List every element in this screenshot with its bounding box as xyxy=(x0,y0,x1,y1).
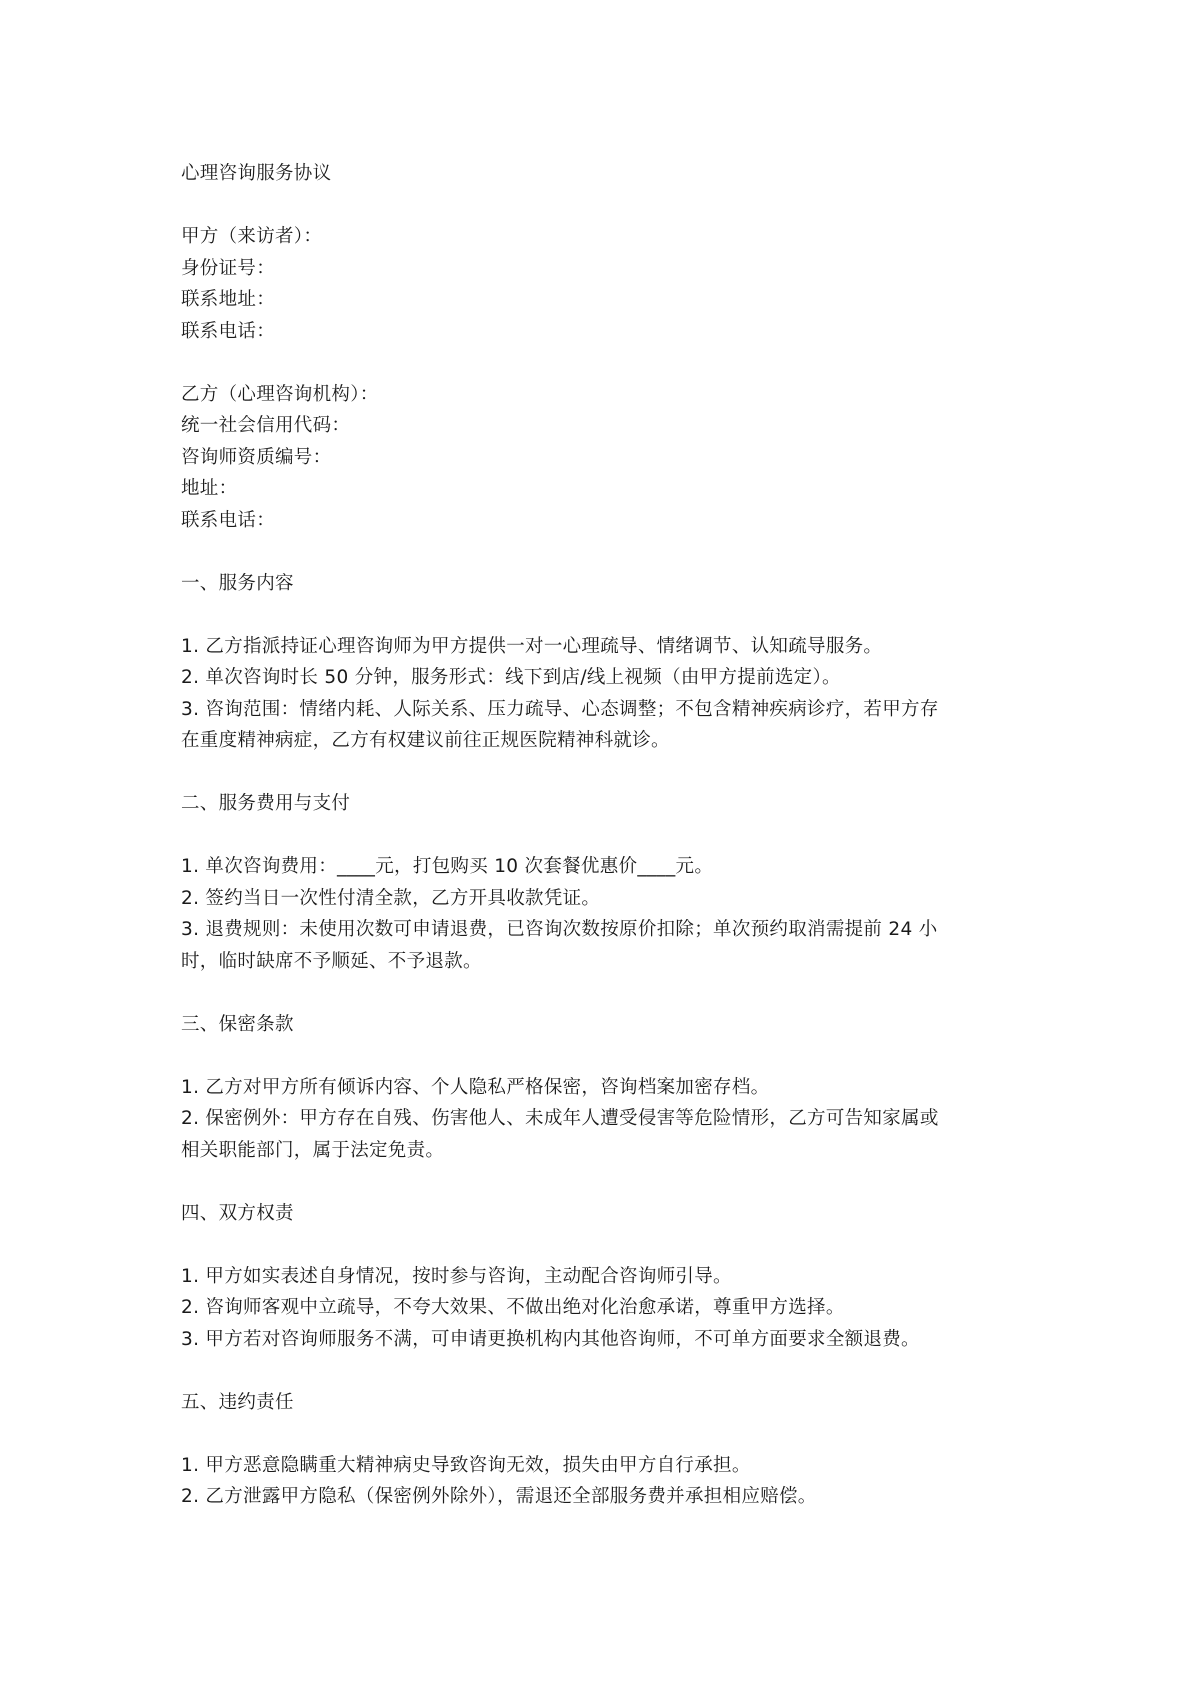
party-b-block xyxy=(181,379,1021,537)
clause-line: 3. 咨询范围：情绪内耗、人际关系、压力疏导、心态调整；不包含精神疾病诊疗，若甲方存 xyxy=(181,698,939,720)
document-title: 心理咨询服务协议 xyxy=(181,163,332,184)
section-rights-duties xyxy=(181,1198,1021,1356)
clause-line: 1. 乙方对甲方所有倾诉内容、个人隐私严格保密，咨询档案加密存档。 xyxy=(181,1076,770,1098)
clause-line: 相关职能部门，属于法定免责。 xyxy=(181,1139,445,1161)
section-breach-liability xyxy=(181,1387,1021,1513)
clause-line: 1. 甲方恶意隐瞒重大精神病史导致咨询无效，损失由甲方自行承担。 xyxy=(181,1454,751,1476)
clause-line: 时，临时缺席不予顺延、不予退款。 xyxy=(181,950,482,972)
clause-line: 2. 咨询师客观中立疏导，不夸大效果、不做出绝对化治愈承诺，尊重甲方选择。 xyxy=(181,1297,845,1318)
section-heading: 三、保密条款 xyxy=(181,1013,294,1035)
party-b-address: 地址： xyxy=(181,478,238,499)
document-page xyxy=(181,158,1021,1513)
section-heading: 四、双方权责 xyxy=(181,1202,294,1224)
clause-line: 2. 单次咨询时长 50 分钟，服务形式：线下到店/线上视频（由甲方提前选定）。 xyxy=(181,667,841,688)
party-a-phone: 联系电话： xyxy=(181,320,276,342)
clause-line: 2. 签约当日一次性付清全款，乙方开具收款凭证。 xyxy=(181,887,601,909)
clause-line: 1. 单次咨询费用：____元，打包购买 10 次套餐优惠价____元。 xyxy=(181,856,714,877)
party-a-heading: 甲方（来访者）： xyxy=(181,226,323,247)
clause-line: 3. 退费规则：未使用次数可申请退费，已咨询次数按原价扣除；单次预约取消需提前 24 小 xyxy=(181,919,938,940)
section-heading: 一、服务内容 xyxy=(181,572,294,594)
spacer xyxy=(181,347,1021,379)
section-heading: 二、服务费用与支付 xyxy=(181,793,351,814)
clause-line: 3. 甲方若对咨询师服务不满，可申请更换机构内其他咨询师，不可单方面要求全额退费。 xyxy=(181,1328,920,1350)
section-fees-payment xyxy=(181,788,1021,977)
party-b-credit-code: 统一社会信用代码： xyxy=(181,415,351,436)
clause-line: 2. 保密例外：甲方存在自残、伤害他人、未成年人遭受侵害等危险情形，乙方可告知家属或 xyxy=(181,1108,939,1129)
party-a-id-number: 身份证号： xyxy=(181,257,276,279)
clause-line: 2. 乙方泄露甲方隐私（保密例外除外），需退还全部服务费并承担相应赔偿。 xyxy=(181,1486,817,1507)
party-b-heading: 乙方（心理咨询机构）： xyxy=(181,383,379,405)
party-a-address: 联系地址： xyxy=(181,289,276,310)
party-b-phone: 联系电话： xyxy=(181,509,276,531)
clause-line: 1. 乙方指派持证心理咨询师为甲方提供一对一心理疏导、情绪调节、认知疏导服务。 xyxy=(181,635,883,657)
section-heading: 五、违约责任 xyxy=(181,1391,294,1413)
party-b-qualification: 咨询师资质编号： xyxy=(181,446,332,468)
party-a-block xyxy=(181,221,1021,347)
section-confidentiality xyxy=(181,1009,1021,1167)
clause-line: 1. 甲方如实表述自身情况，按时参与咨询，主动配合咨询师引导。 xyxy=(181,1265,732,1287)
section-service-content xyxy=(181,568,1021,757)
clause-line: 在重度精神病症，乙方有权建议前往正规医院精神科就诊。 xyxy=(181,730,670,751)
